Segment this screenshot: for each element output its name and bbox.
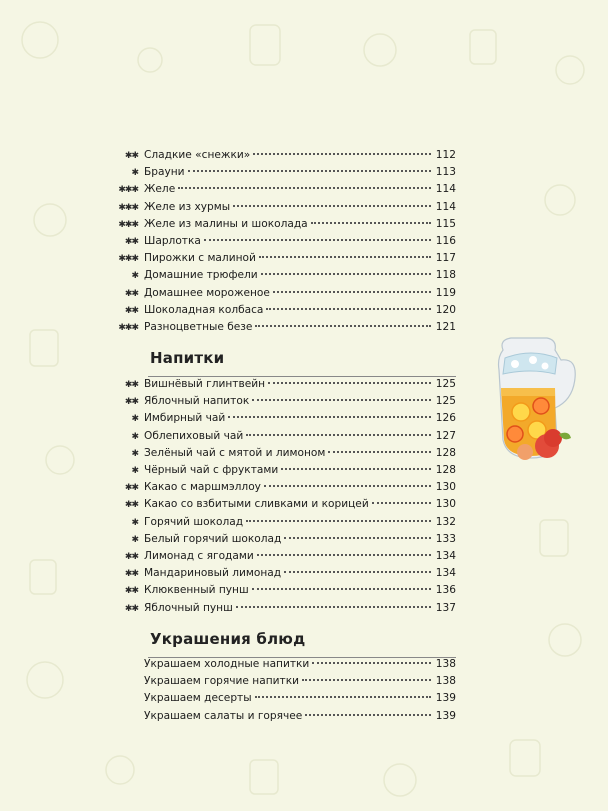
entry-title: Вишнёвый глинтвейн — [144, 378, 266, 390]
entry-title: Имбирный чай — [144, 412, 226, 425]
entry-title: Яблочный напиток — [144, 395, 250, 408]
dot-leader — [284, 537, 431, 539]
entry-title: Желе из хурмы — [144, 200, 231, 213]
difficulty-stars: ✱ — [131, 466, 138, 476]
toc-entry[interactable] — [108, 600, 456, 617]
entry-title: Клюквенный пунш — [144, 584, 249, 597]
entry-title: Домашние трюфели — [144, 269, 258, 282]
toc-entry[interactable] — [108, 393, 456, 410]
page-number: 138 — [435, 658, 456, 670]
entry-title: Горячий шоколад — [144, 515, 244, 528]
toc-entry[interactable] — [108, 445, 456, 462]
toc-entry[interactable] — [108, 690, 456, 707]
entry-title: Какао с маршмэллоу — [144, 481, 261, 494]
page-number: 125 — [435, 395, 456, 408]
entry-title: Украшаем холодные напитки — [144, 658, 310, 670]
toc-entry[interactable] — [108, 479, 456, 496]
dot-leader — [311, 222, 431, 224]
difficulty-stars: ✱✱ — [124, 483, 138, 494]
page-number: 139 — [435, 692, 456, 705]
dot-leader — [255, 325, 431, 327]
toc-entry[interactable] — [108, 319, 456, 336]
entry-title: Брауни — [144, 166, 185, 179]
toc-entry[interactable] — [108, 462, 456, 479]
dot-leader — [266, 308, 431, 310]
page-number: 114 — [435, 183, 456, 196]
page-number: 138 — [435, 675, 456, 688]
entry-title: Сладкие «снежки» — [144, 149, 251, 161]
difficulty-stars: ✱✱ — [124, 237, 138, 247]
toc-entry[interactable] — [108, 250, 456, 267]
page-number: 133 — [435, 532, 456, 545]
entry-title: Какао со взбитыми сливками и корицей — [144, 498, 369, 511]
toc-entry[interactable] — [108, 565, 456, 582]
lemonade-jug-icon — [485, 330, 580, 470]
entry-title: Разноцветные безе — [144, 321, 253, 333]
page-number: 116 — [435, 235, 456, 247]
entry-title: Белый горячий шоколад — [144, 532, 282, 545]
entry-title: Шарлотка — [144, 235, 201, 247]
page-number: 114 — [435, 200, 456, 213]
difficulty-stars: ✱✱ — [124, 586, 138, 597]
dot-leader — [312, 662, 431, 664]
page-number: 112 — [435, 149, 456, 161]
difficulty-stars: ✱ — [131, 534, 138, 545]
difficulty-stars: ✱✱ — [124, 552, 138, 562]
entry-title: Домашнее мороженое — [144, 286, 270, 299]
entry-title: Украшаем салаты и горячее — [144, 709, 303, 722]
page-number: 119 — [435, 286, 456, 299]
dot-leader — [252, 588, 431, 590]
dot-leader — [372, 502, 431, 504]
difficulty-stars: ✱✱ — [124, 500, 138, 511]
dot-leader — [236, 606, 431, 608]
toc-entry[interactable] — [108, 582, 456, 599]
difficulty-stars: ✱ — [131, 517, 138, 528]
difficulty-stars: ✱✱ — [124, 380, 138, 390]
dot-leader — [259, 256, 431, 258]
toc-entry[interactable] — [108, 514, 456, 531]
entry-title: Желе из малины и шоколада — [144, 217, 308, 230]
page-number: 115 — [435, 217, 456, 230]
toc-entry[interactable] — [108, 496, 456, 513]
page-number: 130 — [435, 481, 456, 494]
entry-title: Пирожки с малиной — [144, 252, 256, 265]
entry-title: Облепиховый чай — [144, 429, 244, 442]
dot-leader — [284, 571, 431, 573]
dot-leader — [188, 170, 431, 172]
page-number: 130 — [435, 498, 456, 511]
page-number: 118 — [435, 269, 456, 282]
page-number: 121 — [435, 321, 456, 333]
dot-leader — [204, 239, 431, 241]
toc-entry[interactable] — [108, 376, 456, 393]
dot-leader — [233, 205, 431, 207]
difficulty-stars: ✱✱ — [124, 397, 138, 408]
toc-entry[interactable] — [108, 216, 456, 233]
page-number: 139 — [435, 709, 456, 722]
dot-leader — [246, 434, 431, 436]
dot-leader — [255, 696, 431, 698]
toc-entry[interactable] — [108, 181, 456, 198]
toc-entry[interactable] — [108, 164, 456, 181]
difficulty-stars: ✱✱ — [124, 569, 138, 580]
difficulty-stars: ✱ — [131, 414, 138, 425]
difficulty-stars: ✱ — [131, 431, 138, 442]
dot-leader — [246, 520, 431, 522]
difficulty-stars: ✱ — [131, 448, 138, 459]
dot-leader — [264, 485, 431, 487]
entry-title: Лимонад с ягодами — [144, 550, 254, 562]
dot-leader — [328, 451, 431, 453]
difficulty-stars: ✱✱✱ — [118, 323, 138, 333]
difficulty-stars: ✱✱ — [124, 151, 138, 161]
entry-title: Чёрный чай с фруктами — [144, 464, 279, 476]
page-number: 137 — [435, 601, 456, 614]
toc-entry[interactable] — [108, 410, 456, 427]
dot-leader — [281, 468, 431, 470]
toc-entry[interactable] — [108, 285, 456, 302]
entry-title: Яблочный пунш — [144, 601, 233, 614]
toc-entry[interactable] — [108, 656, 456, 673]
entry-title: Зелёный чай с мятой и лимоном — [144, 446, 326, 459]
page-number: 113 — [435, 166, 456, 179]
entry-title: Желе — [144, 183, 176, 196]
difficulty-stars: ✱✱✱ — [118, 254, 138, 265]
page-number: 128 — [435, 464, 456, 476]
dot-leader — [268, 382, 431, 384]
page-number: 125 — [435, 378, 456, 390]
dot-leader — [252, 399, 431, 401]
difficulty-stars: ✱✱ — [124, 305, 138, 316]
difficulty-stars: ✱✱ — [124, 603, 138, 614]
difficulty-stars: ✱✱✱ — [118, 202, 138, 213]
entry-title: Мандариновый лимонад — [144, 567, 282, 580]
difficulty-stars: ✱✱✱ — [118, 219, 138, 230]
page-number: 134 — [435, 550, 456, 562]
difficulty-stars: ✱ — [131, 271, 138, 282]
page-number: 128 — [435, 446, 456, 459]
difficulty-stars: ✱✱✱ — [118, 185, 138, 196]
dot-leader — [257, 554, 431, 556]
page-number: 127 — [435, 429, 456, 442]
toc-entry[interactable] — [108, 708, 456, 725]
section-heading: Напитки — [150, 349, 225, 367]
dot-leader — [261, 273, 431, 275]
page-number: 117 — [435, 252, 456, 265]
toc-entry[interactable] — [108, 267, 456, 284]
section-heading: Украшения блюд — [150, 630, 306, 648]
dot-leader — [273, 291, 431, 293]
dot-leader — [178, 187, 431, 189]
page-number: 120 — [435, 303, 456, 316]
page-number: 134 — [435, 567, 456, 580]
dot-leader — [305, 714, 431, 716]
dot-leader — [228, 416, 431, 418]
toc-entry[interactable] — [108, 147, 456, 164]
difficulty-stars: ✱ — [131, 168, 138, 179]
dot-leader — [302, 679, 431, 681]
toc-entry[interactable] — [108, 531, 456, 548]
toc-entry[interactable] — [108, 673, 456, 690]
toc-entry[interactable] — [108, 548, 456, 565]
page-number: 132 — [435, 515, 456, 528]
toc-entry[interactable] — [108, 233, 456, 250]
entry-title: Украшаем горячие напитки — [144, 675, 299, 688]
entry-title: Украшаем десерты — [144, 692, 252, 705]
toc-entry[interactable] — [108, 199, 456, 216]
page-number: 126 — [435, 412, 456, 425]
entry-title: Шоколадная колбаса — [144, 303, 264, 316]
dot-leader — [253, 153, 431, 155]
toc-entry[interactable] — [108, 302, 456, 319]
toc-entry[interactable] — [108, 428, 456, 445]
difficulty-stars: ✱✱ — [124, 288, 138, 299]
page-number: 136 — [435, 584, 456, 597]
